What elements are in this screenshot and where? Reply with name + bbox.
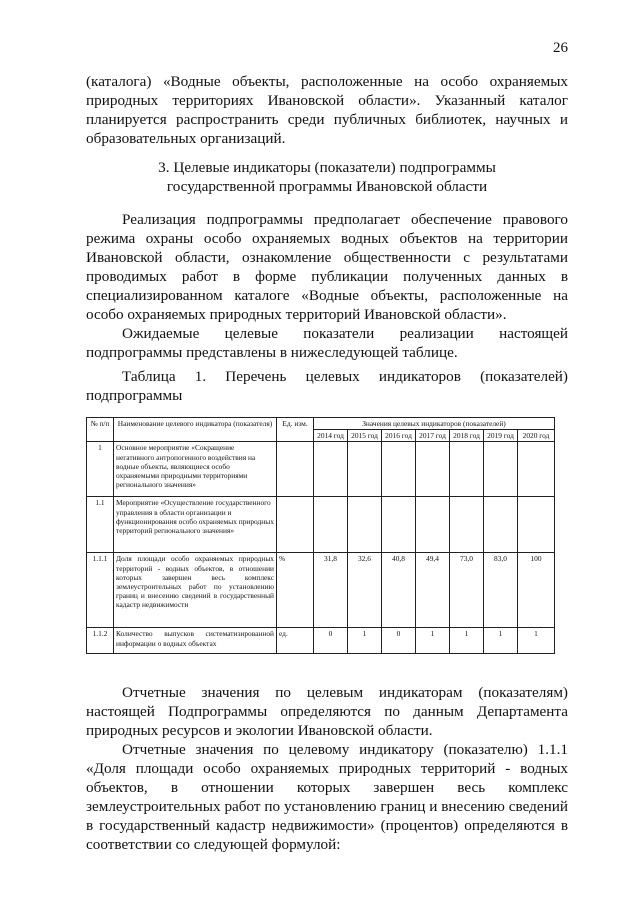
row-value — [314, 442, 348, 497]
row-value: 32,6 — [348, 553, 382, 628]
header-year: 2015 год — [348, 430, 382, 442]
table-caption — [86, 367, 568, 405]
row-value — [518, 442, 555, 497]
row-unit: % — [277, 553, 314, 628]
row-value: 40,8 — [382, 553, 416, 628]
row-value: 1 — [348, 628, 382, 654]
header-name: Наименование целевого индикатора (показателя) — [114, 418, 277, 442]
row-name: Мероприятие «Осуществление государственного управления в области организации и функционирования особо охраняемых природных территорий регионального значения» — [114, 497, 277, 553]
header-values-group: Значения целевых индикаторов (показателей) — [314, 418, 555, 430]
row-value: 49,4 — [416, 553, 450, 628]
intro-block — [86, 72, 568, 148]
paragraph-expected: Ожидаемые целевые показатели реализации настоящей подпрограммы представлены в нижеследующей таблице. — [86, 325, 568, 361]
row-name: Количество выпусков систематизированной информации о водных объектах — [114, 628, 277, 654]
row-value: 1 — [416, 628, 450, 654]
row-value — [518, 497, 555, 553]
header-year: 2017 год — [416, 430, 450, 442]
row-value — [450, 442, 484, 497]
header-number: № п/п — [87, 418, 114, 442]
row-value — [484, 497, 518, 553]
paragraph-reporting-1: Отчетные значения по целевым индикаторам (показателям) настоящей Подпрограммы определяются по данным Департамента природных ресурсов и экологии Ивановской области. — [86, 684, 568, 739]
section-heading-line1: 3. Целевые индикаторы (показатели) подпрограммы — [158, 159, 496, 176]
row-value: 1 — [484, 628, 518, 654]
row-number: 1 — [87, 442, 114, 497]
paragraph-reporting-2: Отчетные значения по целевому индикатору (показателю) 1.1.1 «Доля площади особо охраняемых природных территорий - водных объектов, в отношении которых завершен весь комплекс землеустроительных работ по установлению границ и внесению сведений в государственный кадастр недвижимости» (процентов) определяются в соответствии со следующей формулой: — [86, 741, 568, 853]
page-number: 26 — [553, 40, 568, 56]
row-value: 1 — [518, 628, 555, 654]
table-row — [87, 628, 555, 654]
row-value — [348, 497, 382, 553]
table-header-row — [87, 418, 555, 430]
table-row — [87, 497, 555, 553]
table-caption-line1: Таблица 1. Перечень целевых индикаторов (показателей) — [122, 368, 568, 385]
row-value: 83,0 — [484, 553, 518, 628]
header-year: 2018 год — [450, 430, 484, 442]
row-name: Основное мероприятие «Сокращение негативного антропогенного воздействия на водные объекты, являющиеся особо охраняемыми природными территориями регионального значения» — [114, 442, 277, 497]
row-unit: ед. — [277, 628, 314, 654]
intro-paragraph: (каталога) «Водные объекты, расположенные на особо охраняемых природных территориях Ивановской области». Указанный каталог планируется распространить среди публичных библиотек, научных и образовательных организаций. — [86, 73, 568, 147]
paragraph-realization: Реализация подпрограммы предполагает обеспечение правового режима охраны особо охраняемых водных объектов на территории Ивановской области, ознакомление общественности с результатами проводимых работ в форме публикации полученных данных в специализированном каталоге «Водные объекты, расположенные на особо охраняемых природных территорий Ивановской области». — [86, 211, 568, 323]
header-year: 2020 год — [518, 430, 555, 442]
header-year: 2016 год — [382, 430, 416, 442]
row-number: 1.1 — [87, 497, 114, 553]
row-value — [348, 442, 382, 497]
row-value — [416, 442, 450, 497]
row-value — [484, 442, 518, 497]
table-caption-line2: подпрограммы — [86, 387, 183, 404]
body-block-2 — [86, 683, 568, 854]
table-row — [87, 553, 555, 628]
section-heading — [86, 158, 568, 196]
row-number: 1.1.1 — [87, 553, 114, 628]
row-value — [416, 497, 450, 553]
header-unit: Ед. изм. — [277, 418, 314, 442]
row-unit — [277, 442, 314, 497]
row-value: 73,0 — [450, 553, 484, 628]
row-value: 31,8 — [314, 553, 348, 628]
indicators-table — [86, 417, 555, 654]
row-name: Доля площади особо охраняемых природных территорий - водных объектов, в отношении которых завершен весь комплекс землеустроительных работ по установлению границ и внесению сведений в государственный кадастр недвижимости — [114, 553, 277, 628]
row-value — [382, 442, 416, 497]
row-value — [382, 497, 416, 553]
section-heading-line2: государственной программы Ивановской области — [166, 178, 488, 195]
table-row — [87, 442, 555, 497]
header-year: 2019 год — [484, 430, 518, 442]
header-year: 2014 год — [314, 430, 348, 442]
body-block-1 — [86, 210, 568, 362]
row-value: 1 — [450, 628, 484, 654]
row-value — [450, 497, 484, 553]
row-value: 0 — [382, 628, 416, 654]
row-unit — [277, 497, 314, 553]
row-number: 1.1.2 — [87, 628, 114, 654]
row-value: 0 — [314, 628, 348, 654]
row-value: 100 — [518, 553, 555, 628]
row-value — [314, 497, 348, 553]
